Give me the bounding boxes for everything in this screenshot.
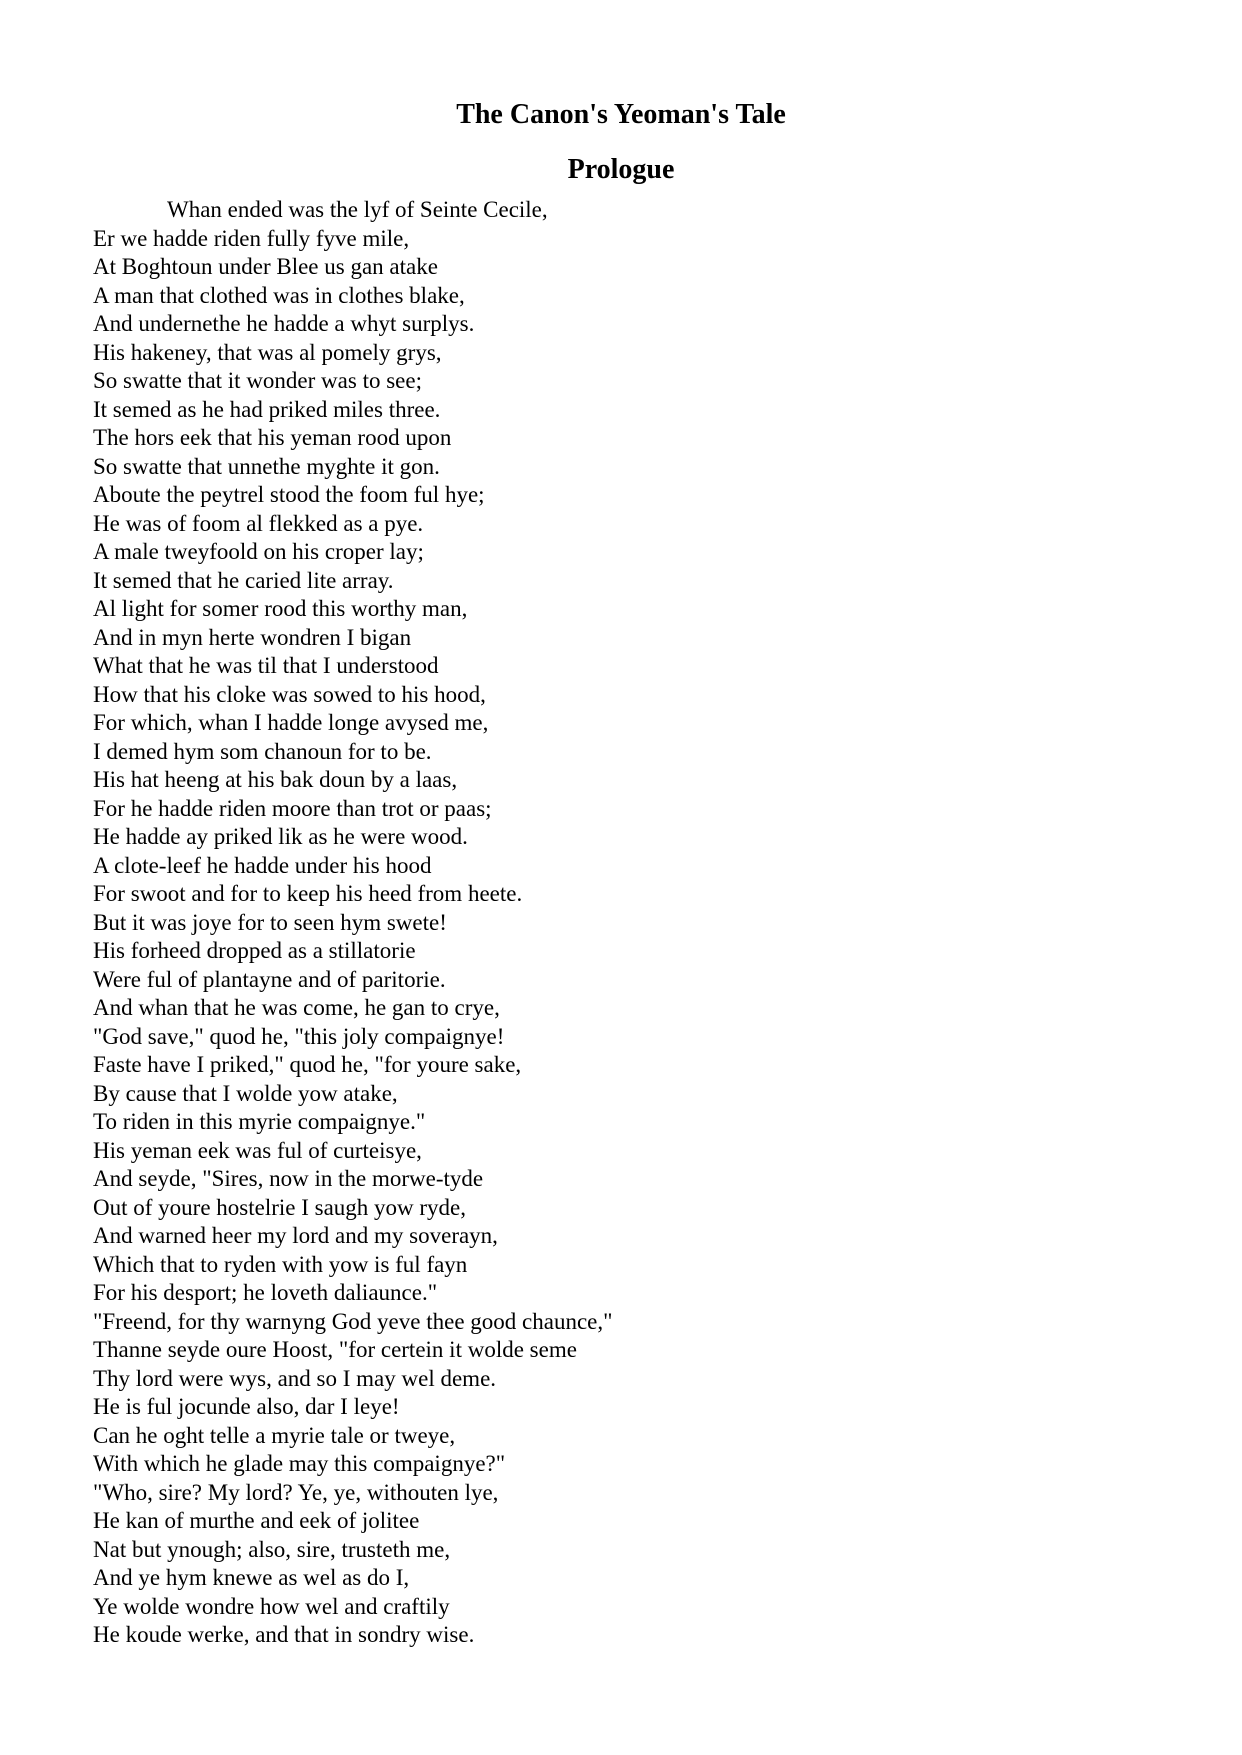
poem-line: Whan ended was the lyf of Seinte Cecile, xyxy=(167,197,548,222)
poem-line: With which he glade may this compaignye?" xyxy=(93,1451,506,1476)
poem-line: And whan that he was come, he gan to crye, xyxy=(93,995,500,1020)
poem-line: He kan of murthe and eek of jolitee xyxy=(93,1508,420,1533)
poem-line: He was of foom al flekked as a pye. xyxy=(93,510,424,536)
poem-line: A clote-leef he hadde under his hood xyxy=(93,852,432,878)
poem-line: So swatte that unnethe myghte it gon. xyxy=(93,453,440,479)
section-heading: Prologue xyxy=(567,154,675,185)
poem-line: At Boghtoun under Blee us gan atake xyxy=(93,254,438,279)
poem-line: And ye hym knewe as wel as do I, xyxy=(93,1565,410,1590)
poem-line: "God save," quod he, "this joly compaignye! xyxy=(93,1023,505,1049)
document-title: The Canon's Yeoman's Tale xyxy=(456,99,786,130)
poem-line: He koude werke, and that in sondry wise. xyxy=(93,1622,475,1647)
poem-line: What that he was til that I understood xyxy=(93,653,439,678)
poem-line: His hat heeng at his bak doun by a laas, xyxy=(93,767,458,792)
poem-line: How that his cloke was sowed to his hood, xyxy=(93,681,486,707)
poem-line: But it was joye for to seen hym swete! xyxy=(93,909,447,935)
poem-line: Were ful of plantayne and of paritorie. xyxy=(93,966,446,992)
poem-line: So swatte that it wonder was to see; xyxy=(93,368,422,393)
poem-line: His hakeney, that was al pomely grys, xyxy=(93,339,442,365)
poem-line: It semed that he caried lite array. xyxy=(93,567,394,593)
poem-line: His yeman eek was ful of curteisye, xyxy=(93,1137,422,1163)
poem-line: Thy lord were wys, and so I may wel deme. xyxy=(93,1365,497,1391)
poem-line: Ye wolde wondre how wel and craftily xyxy=(93,1593,450,1619)
poem-line: And in myn herte wondren I bigan xyxy=(93,624,412,650)
poem-line: A male tweyfoold on his croper lay; xyxy=(93,539,424,564)
poem-line: Faste have I priked," quod he, "for youre sake, xyxy=(93,1052,522,1077)
poem-line: And warned heer my lord and my soverayn, xyxy=(93,1223,498,1248)
poem-line: His forheed dropped as a stillatorie xyxy=(93,938,416,963)
poem-body xyxy=(93,196,1193,1650)
poem-line: To riden in this myrie compaignye." xyxy=(93,1109,426,1134)
poem-line: Can he oght telle a myrie tale or tweye, xyxy=(93,1422,456,1448)
poem-line: For which, whan I hadde longe avysed me, xyxy=(93,710,489,735)
poem-line: For swoot and for to keep his heed from heete. xyxy=(93,881,523,906)
poem-line: Which that to ryden with yow is ful fayn xyxy=(93,1251,468,1277)
poem-line: Nat but ynough; also, sire, trusteth me, xyxy=(93,1536,451,1562)
poem-line: And seyde, "Sires, now in the morwe-tyde xyxy=(93,1166,484,1191)
poem-line: Al light for somer rood this worthy man, xyxy=(93,596,468,621)
poem-line: I demed hym som chanoun for to be. xyxy=(93,738,432,764)
poem-line: By cause that I wolde yow atake, xyxy=(93,1080,398,1106)
poem-line: For his desport; he loveth daliaunce." xyxy=(93,1280,438,1305)
poem-line: Er we hadde riden fully fyve mile, xyxy=(93,225,410,251)
poem-line: It semed as he had priked miles three. xyxy=(93,396,441,422)
poem-line: For he hadde riden moore than trot or paas; xyxy=(93,795,492,821)
poem-line: He is ful jocunde also, dar I leye! xyxy=(93,1394,400,1419)
poem-line: "Freend, for thy warnyng God yeve thee good chaunce," xyxy=(93,1308,613,1334)
poem-line: And undernethe he hadde a whyt surplys. xyxy=(93,311,475,336)
poem-line: Aboute the peytrel stood the foom ful hye; xyxy=(93,482,485,507)
poem-line: The hors eek that his yeman rood upon xyxy=(93,425,452,450)
poem-line: A man that clothed was in clothes blake, xyxy=(93,282,465,308)
poem-line: Thanne seyde oure Hoost, "for certein it wolde seme xyxy=(93,1337,577,1362)
poem-line: Out of youre hostelrie I saugh yow ryde, xyxy=(93,1194,467,1220)
poem-line: He hadde ay priked lik as he were wood. xyxy=(93,824,468,849)
poem-line: "Who, sire? My lord? Ye, ye, withouten lye, xyxy=(93,1479,499,1505)
